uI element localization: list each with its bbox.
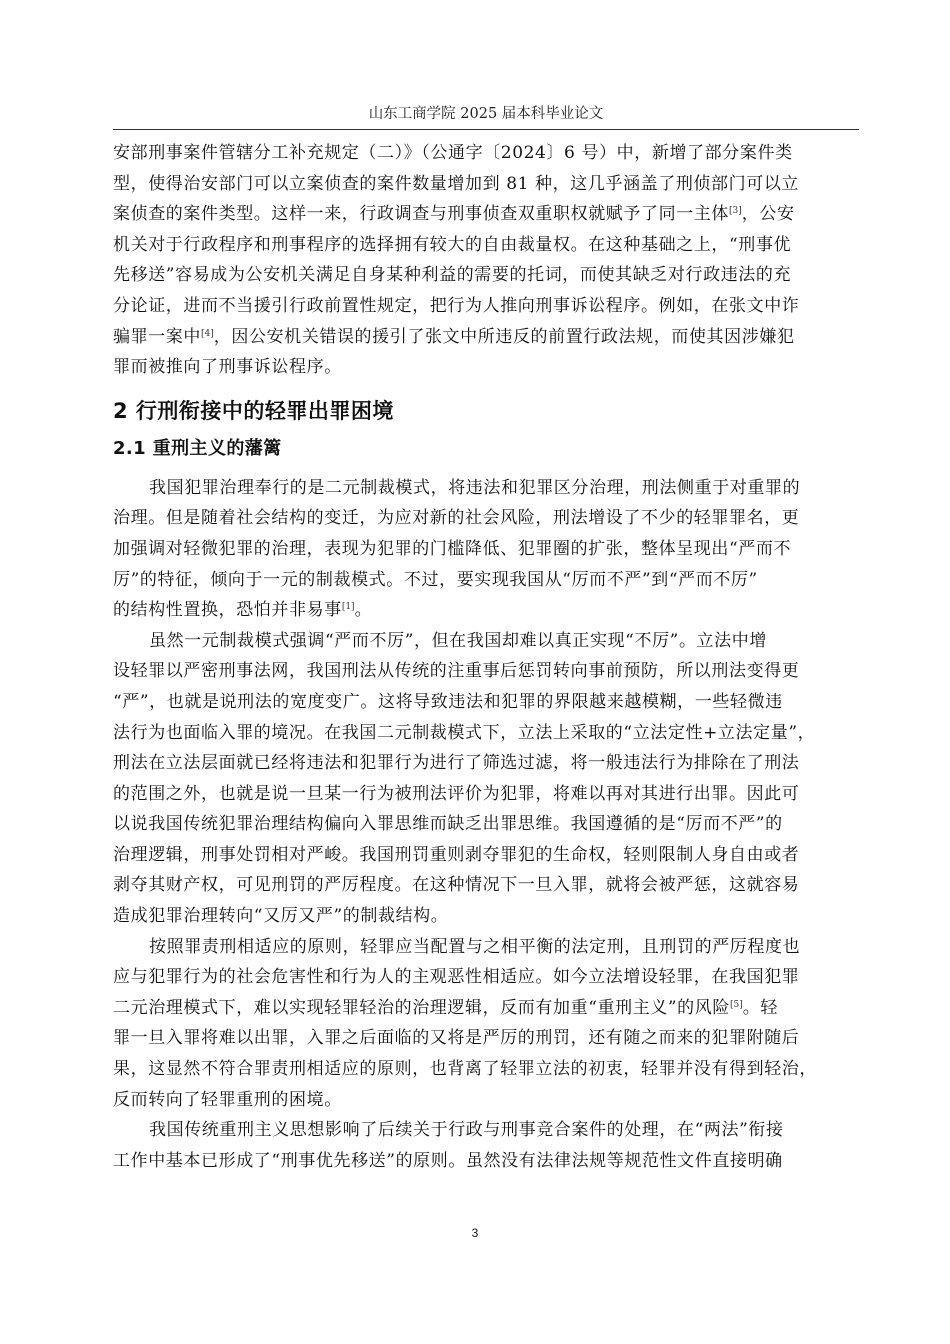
page-body [113,138,859,1176]
text-line: “严”，也就是说刑法的宽度变广。这将导致违法和犯罪的界限越来越模糊，一些轻微违 [113,691,783,712]
text-line: 刑法在立法层面就已经将违法和犯罪行为进行了筛选过滤，将一般违法行为排除在了刑法 [113,753,800,774]
text-line: 果，这显然不符合罪责刑相适应的原则，也背离了轻罪立法的初衷，轻罪并没有得到轻治， [113,1059,817,1080]
text-line: 法行为也面临入罪的境况。在我国二元制裁模式下，立法上采取的“立法定性+立法定量”， [113,722,816,743]
subsection-heading: 2.1 重刑主义的藩篱 [113,437,282,459]
section-heading: 2 行刑衔接中的轻罪出罪困境 [113,398,394,423]
text-line: 分论证，进而不当援引行政前置性规定，把行为人推向刑事诉讼程序。例如，在张文中诈 [113,295,800,316]
text-segment: 。 [354,600,373,621]
text-line: 厉”的特征，倾向于一元的制裁模式。不过，要实现我国从“厉而不严”到“严而不厉” [113,569,758,590]
citation: [1] [341,602,355,613]
text-segment: ，因公安机关错误的援引了张文中所违反的前置行政法规，而使其因涉嫌犯 [213,326,795,347]
text-line: 设轻罪以严密刑事法网，我国刑法从传统的注重事后惩罚转向事前预防，所以刑法变得更 [113,661,800,682]
text-line: 罪而被推向了刑事诉讼程序。 [113,357,342,378]
text-line: 治理。但是随着社会结构的变迁，为应对新的社会风险，刑法增设了不少的轻罪罪名，更 [113,508,800,529]
text-line: 我国犯罪治理奉行的是二元制裁模式，将违法和犯罪区分治理，刑法侧重于对重罪的 [149,477,801,498]
paragraph-4 [113,1115,859,1176]
text-line: 我国传统重刑主义思想影响了后续关于行政与刑事竞合案件的处理，在“两法”衔接 [149,1120,784,1141]
text-segment: 的结构性置换，恐怕并非易事 [113,600,342,621]
text-line: 的范围之外，也就是说一旦某一行为被刑法评价为犯罪，将难以再对其进行出罪。因此可 [113,783,800,804]
text-line: 按照罪责刑相适应的原则，轻罪应当配置与之相平衡的法定刑，且刑罚的严厉程度也 [149,936,801,957]
text-segment: 二元治理模式下，难以实现轻罪轻治的治理逻辑，反而有加重“重刑主义”的风险 [113,997,730,1018]
text-line [113,595,859,626]
text-line: 反而转向了轻罪重刑的困境。 [113,1089,342,1110]
paragraph-2 [113,626,859,932]
header-rule [113,129,859,130]
text-line: 应与犯罪行为的社会危害性和行为人的主观恶性相适应。如今立法增设轻罪，在我国犯罪 [113,967,800,988]
citation: [5] [729,999,743,1010]
text-segment: 骗罪一案中 [113,326,201,347]
text-line: 先移送”容易成为公安机关满足自身某种利益的需要的托词，而使其缺乏对行政违法的充 [113,265,792,286]
text-segment: 。轻 [742,997,778,1018]
text-line [113,993,859,1024]
text-line: 以说我国传统犯罪治理结构偏向入罪思维而缺乏出罪思维。我国遵循的是“厉而不严”的 [113,814,783,835]
text-line: 安部刑事案件管辖分工补充规定（二）》（公通字〔2024〕6 号）中，新增了部分案件类 [113,143,793,163]
text-line: 造成犯罪治理转向“又厉又严”的制裁结构。 [113,906,449,927]
paragraph-3 [113,932,859,1116]
text-segment: 案侦查的案件类型。这样一来，行政调查与刑事侦查双重职权就赋予了同一主体 [113,204,729,225]
paragraph-1 [113,473,859,626]
text-line: 治理逻辑，刑事处罚相对严峻。我国刑罚重则剥夺罪犯的生命权，轻则限制人身自由或者 [113,844,800,865]
intro-paragraph [113,138,859,383]
text-line: 工作中基本已形成了“刑事优先移送”的原则。虽然没有法律法规等规范性文件直接明确 [113,1150,783,1171]
running-header: 山东工商学院 2025 届本科毕业论文 [368,106,604,122]
citation: [3] [729,206,742,217]
text-line: 虽然一元制裁模式强调“严而不厉”，但在我国却难以真正实现“不厉”。立法中增 [149,630,767,651]
text-segment: ，公安 [741,204,795,225]
page-number: 3 [471,1226,479,1240]
text-line: 机关对于行政程序和刑事程序的选择拥有较大的自由裁量权。在这种基础之上，“刑事优 [113,234,792,255]
citation: [4] [201,328,214,339]
text-line [113,199,859,230]
text-line: 罪一旦入罪将难以出罪，入罪之后面临的又将是严厉的刑罚，还有随之而来的犯罪附随后 [113,1028,800,1049]
text-line: 加强调对轻微犯罪的治理，表现为犯罪的门槛降低、犯罪圈的扩张，整体呈现出“严而不 [113,538,792,559]
text-line [113,322,859,353]
text-line: 剥夺其财产权，可见刑罚的严厉程度。在这种情况下一旦入罪，就将会被严惩，这就容易 [113,875,800,896]
text-line: 型，使得治安部门可以立案侦查的案件数量增加到 81 种，这几乎涵盖了刑侦部门可以立 [113,173,800,194]
